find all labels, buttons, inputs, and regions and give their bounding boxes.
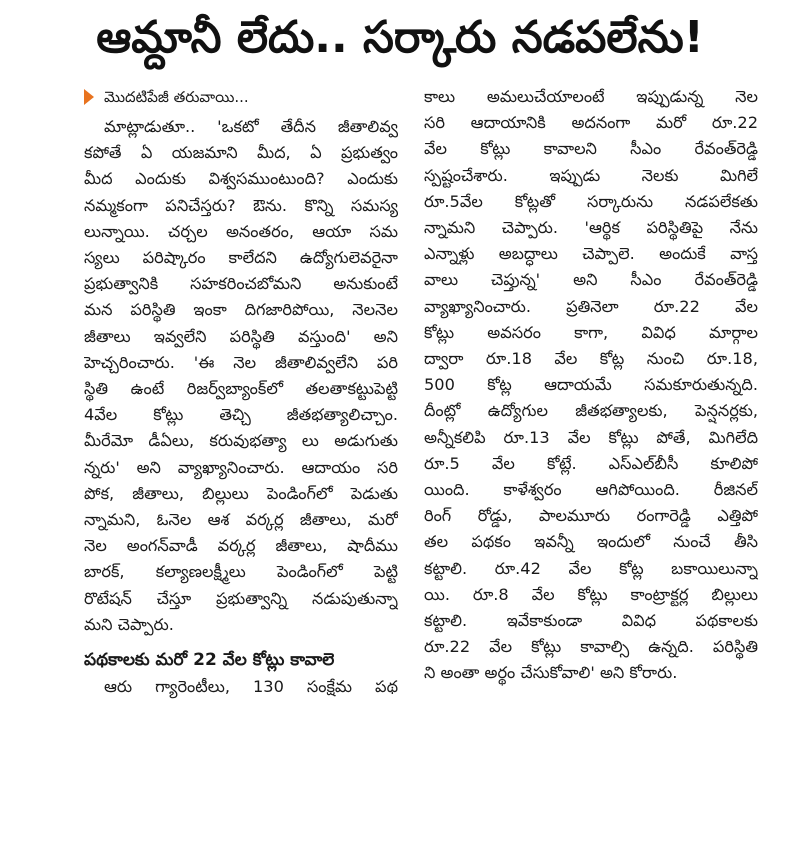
text-line: కాలు అమలుచేయాలంటే ఇప్పుడున్న నెల bbox=[424, 87, 758, 106]
text-line: యింది. కాళేశ్వరం ఆగిపోయింది. రీజినల్ bbox=[424, 480, 758, 500]
text-line: ద్వారా రూ.18 వేల కోట్ల నుంచి రూ.18, bbox=[424, 349, 758, 369]
text-line: రూ.5వేల కోట్లతో సర్కారును నడపలేకతు bbox=[424, 191, 758, 211]
text-line: ప్రభుత్వానికి సహకరించబోమని అనుకుంటే bbox=[84, 274, 398, 294]
text-line: దీంట్లో ఉద్యోగుల జీతభత్యాలకు, పెన్షనర్లకు, bbox=[424, 401, 758, 421]
text-line: మన పరిస్థితి ఇంకా దిగజారిపోయి, నెలనెల bbox=[84, 300, 398, 320]
text-line: మాట్లాడుతూ.. 'ఒకటో తేదీన జీతాలివ్వ bbox=[104, 117, 398, 136]
text-line: లున్నాయి. చర్చల అనంతరం, ఆయా సమ bbox=[84, 221, 398, 241]
text-line: ఎన్నాళ్లు అబద్ధాలు చెప్పాలె. అందుకే వాస్త bbox=[424, 244, 758, 264]
text-line: మీరేమో డీఏలు, కరువుభత్యా లు అడుగుతు bbox=[84, 431, 398, 451]
left-column bbox=[84, 84, 398, 700]
text-line: రూ.5 వేల కోట్లే. ఎస్ఎల్‌బీసీ కూలిపో bbox=[424, 453, 758, 473]
continued-label: మొదటిపేజీ తరువాయి... bbox=[104, 87, 249, 106]
text-line: రొటేషన్ చేస్తూ ప్రభుత్వాన్ని నడుపుతున్నా bbox=[84, 588, 398, 608]
text-line: రింగ్ రోడ్డు, పాలమూరు రంగారెడ్డి ఎత్తిపో bbox=[424, 506, 758, 526]
text-line: సరి ఆదాయానికి అదనంగా మరో రూ.22 bbox=[424, 113, 758, 133]
text-line: అన్నీకలిపి రూ.13 వేల కోట్లు పోతే, మిగిలేది bbox=[424, 427, 758, 447]
text-line: ని అంతా అర్థం చేసుకోవాలి' అని కోరారు. bbox=[424, 663, 678, 683]
text-line: 4వేల కోట్లు తెచ్చి జీతభత్యాలిచ్చాం. bbox=[84, 405, 398, 425]
text-line: న్నామని, ఓనెల ఆశ వర్కర్ల జీతాలు, మరో bbox=[84, 510, 398, 530]
text-line: న్నామని చెప్పారు. 'ఆర్థిక పరిస్థితిపై నేను bbox=[424, 218, 758, 238]
right-column bbox=[424, 84, 758, 687]
text-line: మీద ఎందుకు విశ్వసముంటుంది? ఎందుకు bbox=[84, 169, 398, 189]
text-line: బారక్, కల్యాణలక్ష్మీలు పెండింగ్‌లో పెట్టి bbox=[84, 562, 398, 582]
text-line: కట్టాలి. రూ.42 వేల కోట్ల బకాయిలున్నా bbox=[424, 558, 758, 578]
text-line: వేల కోట్లు కావాలని సీఎం రేవంత్‌రెడ్డి bbox=[424, 139, 758, 159]
text-line: జీతాలు ఇవ్వలేని పరిస్థితి వస్తుంది' అని bbox=[84, 326, 398, 346]
text-line: కపోతే ఏ యజమాని మీద, ఏ ప్రభుత్వం bbox=[84, 143, 398, 163]
text-line: వాలు చెప్తున్న' అని సీఎం రేవంత్‌రెడ్డి bbox=[424, 270, 758, 290]
section-subheading: పథకాలకు మరో 22 వేల కోట్లు కావాలె bbox=[84, 650, 335, 671]
text-line: యి. రూ.8 వేల కోట్లు కాంట్రాక్టర్ల బిల్లులు bbox=[424, 584, 758, 604]
text-line: వ్యాఖ్యానించారు. ప్రతినెలా రూ.22 వేల bbox=[424, 296, 758, 316]
text-line: రూ.22 వేల కోట్లు కావాల్సి ఉన్నది. పరిస్థితి bbox=[424, 637, 758, 657]
text-line: న్నరు' అని వ్యాఖ్యానించారు. ఆదాయం సరి bbox=[84, 457, 398, 477]
text-line: స్పష్టంచేశారు. ఇప్పుడు నెలకు మిగిలే bbox=[424, 165, 758, 185]
text-line: ఆరు గ్యారెంటీలు, 130 సంక్షేమ పథ bbox=[104, 677, 398, 697]
text-line: స్యలు పరిష్కారం కాలేదని ఉద్యోగులెవరైనా bbox=[84, 248, 398, 268]
text-line: మని చెప్పారు. bbox=[84, 614, 174, 634]
text-line: పోక, జీతాలు, బిల్లులు పెండింగ్‌లో పెడుతు bbox=[84, 483, 398, 503]
text-line: హెచ్చరించారు. 'ఈ నెల జీతాలివ్వలేని పరి bbox=[84, 352, 398, 372]
text-line: కోట్లు అవసరం కాగా, వివిధ మార్గాల bbox=[424, 322, 758, 342]
text-line: నమ్మకంగా పనిచేస్తరు? ఔను. కొన్ని సమస్య bbox=[84, 195, 398, 215]
text-line: నెల అంగన్‌వాడీ వర్కర్ల జీతాలు, షాదీము bbox=[84, 536, 398, 556]
continued-marker bbox=[84, 84, 398, 110]
text-line: 500 కోట్ల ఆదాయమే సమకూరుతున్నది. bbox=[424, 375, 758, 395]
text-line: స్థితి ఉంటే రిజర్వ్‌బ్యాంక్‌లో తలతాకట్టుపెట్టి bbox=[84, 379, 398, 399]
text-line: తల పథకం ఇవన్నీ ఇందులో నుంచే తీసి bbox=[424, 532, 758, 552]
arrow-right-icon bbox=[84, 89, 94, 105]
headline: ఆమ్దానీ లేదు.. సర్కారు నడపలేను! bbox=[96, 12, 704, 63]
text-line: కట్టాలి. ఇవేకాకుండా వివిధ పథకాలకు bbox=[424, 611, 758, 631]
